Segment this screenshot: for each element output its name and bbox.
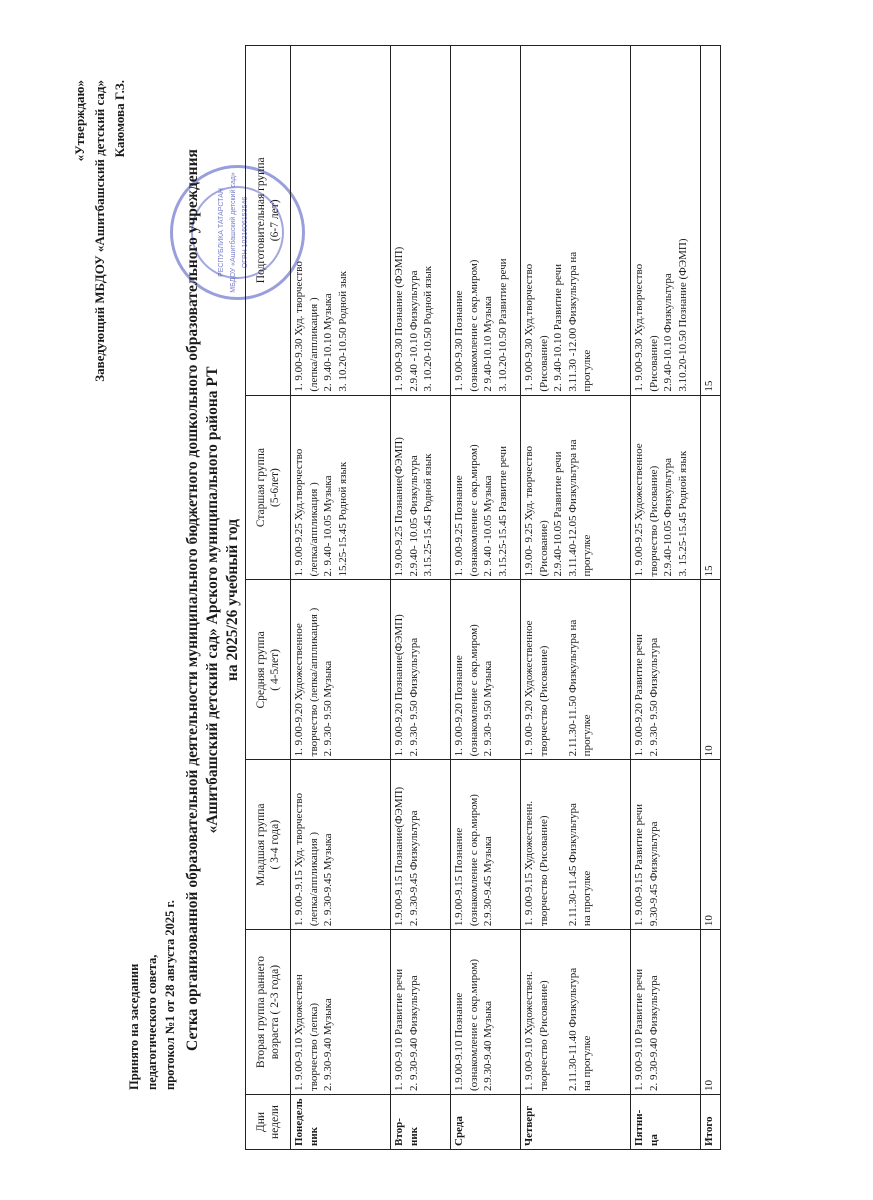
day-label: Среда <box>453 1116 465 1146</box>
schedule-line: (лепка/аппликация ) <box>307 297 320 392</box>
title-line: на 2025/26 учебный год <box>224 519 241 681</box>
acceptance-line: протокол №1 от 28 августа 2025 г. <box>163 900 177 1090</box>
schedule-cell <box>521 46 631 396</box>
day-label: Итого <box>703 1116 715 1146</box>
schedule-line: творчество (Рисование) <box>537 645 550 757</box>
schedule-line: 1. 9.00-9.10 Развитие речи <box>633 968 645 1092</box>
schedule-cell <box>701 930 721 1095</box>
schedule-cell <box>701 760 721 930</box>
schedule-line: 2. 9.30- 9.50 Музыка <box>322 660 334 757</box>
acceptance-note <box>125 900 179 1090</box>
day-label: ник <box>307 1126 320 1146</box>
table-row <box>631 46 701 1150</box>
schedule-cell <box>521 580 631 760</box>
title-line: «Ашитбашский детский сад» Арского муниципального района РТ <box>204 366 221 834</box>
schedule-line: 1. 9.00-9.10 Художествен. <box>523 971 535 1092</box>
schedule-line: (лепка/аппликация ) <box>307 831 320 927</box>
schedule-line: 1. 9.00-9.30 Познание <box>453 290 465 392</box>
header-line: (5-6лет) <box>269 468 281 507</box>
schedule-line: 2.9.30-9.40 Музыка <box>482 1001 494 1092</box>
schedule-line: 1. 9.00-9.20 Познание(ФЭМП) <box>393 614 405 757</box>
schedule-line: 1. 9.00-9.15 Художественн. <box>523 800 535 927</box>
schedule-line: 2. 9.30-9.40 Физкультура <box>647 975 660 1092</box>
schedule-cell <box>291 580 391 760</box>
acceptance-line: Принято на заседании <box>127 963 141 1090</box>
day-label: ца <box>647 1134 660 1146</box>
schedule-line: 1. 9.00-9.25 Познание <box>453 475 465 577</box>
stamp-text: МБДОУ «Ашитбашский детский сад» <box>230 172 237 293</box>
schedule-line: (ознакомление с окр.миром) <box>467 259 480 392</box>
schedule-cell <box>701 395 721 580</box>
table-row <box>521 46 631 1150</box>
schedule-line: на прогулке <box>581 1035 593 1092</box>
schedule-cell <box>521 930 631 1095</box>
header-row <box>246 46 291 1150</box>
schedule-line: 1. 9.00-9.10 Развитие речи <box>393 968 405 1092</box>
schedule-line: 1. 9.00-9.20 Познание <box>453 655 465 757</box>
schedule-cell <box>451 395 521 580</box>
schedule-cell <box>631 46 701 396</box>
header-line: ( 4-5лет) <box>269 649 281 691</box>
schedule-line: 10 <box>703 1080 715 1092</box>
schedule-line: 2. 9.40-10.10 Развитие речи <box>552 263 564 392</box>
schedule-line: 2.9.40-10.05 Физкультура <box>662 458 674 577</box>
table-row <box>451 46 521 1150</box>
header-line: Средняя группа <box>254 631 267 709</box>
acceptance-line: педагогического совета, <box>145 954 159 1090</box>
schedule-line: 1. 9.00-9.25 Художественное <box>633 443 645 577</box>
schedule-cell <box>291 46 391 396</box>
document-title <box>183 0 243 1200</box>
schedule-line: 3.15.25-15.45 Развитие речи <box>496 446 509 577</box>
schedule-line: 3.11.40-12.05 Физкультура на <box>566 439 579 577</box>
day-label: Пятни- <box>633 1109 645 1146</box>
schedule-line: 2. 9.30- 9.50 Музыка <box>482 660 494 757</box>
schedule-line: 2. 9.30- 9.50 Физкультура <box>407 637 420 757</box>
schedule-cell <box>701 580 721 760</box>
schedule-line: 3.10.20-10.50 Познание (ФЭМП) <box>676 238 689 392</box>
day-cell <box>521 1095 631 1150</box>
column-header <box>246 580 291 760</box>
schedule-cell <box>451 760 521 930</box>
schedule-line: творчество (лепка) <box>307 1002 320 1092</box>
header-line: Вторая группа раннего <box>254 956 267 1069</box>
schedule-cell <box>451 46 521 396</box>
day-cell <box>451 1095 521 1150</box>
schedule-line: 2.9.40-10.10 Физкультура <box>662 273 674 392</box>
header-line: Подготовительная группа <box>254 157 267 284</box>
schedule-line: 3.15.25-15.45 Родной язык <box>422 453 434 577</box>
schedule-cell <box>521 760 631 930</box>
schedule-line: 2. 9.30-9.40 Физкультура <box>407 975 420 1092</box>
schedule-line: прогулке <box>581 534 593 577</box>
schedule-line: 1.9.00-9.25 Познание(ФЭМП) <box>393 437 405 577</box>
approval-line: «Утверждаю» <box>72 80 87 162</box>
schedule-line: 2. 9.40- 10.05 Музыка <box>322 475 334 577</box>
schedule-line: 10 <box>703 915 715 927</box>
header-line: Дни <box>254 1111 267 1133</box>
schedule-line: (лепка/аппликация ) <box>307 482 320 577</box>
schedule-line: прогулке <box>581 349 593 392</box>
schedule-line: (ознакомление с окр.миром) <box>467 444 480 577</box>
schedule-cell <box>391 395 451 580</box>
schedule-cell <box>391 46 451 396</box>
approval-line: Заведующий МБДОУ «Ашитбашский детский сад» <box>92 80 107 382</box>
day-label: Четверг <box>523 1105 535 1146</box>
schedule-line: 2.9.40 -10.10 Физкультура <box>407 270 420 392</box>
schedule-cell <box>391 580 451 760</box>
schedule-table <box>245 45 721 1150</box>
schedule-cell <box>291 395 391 580</box>
day-cell <box>701 1095 721 1150</box>
schedule-line: 9.30-9.45 Физкультура <box>647 821 660 927</box>
schedule-line: 1. 9.00-9.30 Познание (ФЭМП) <box>393 246 405 392</box>
table-row <box>701 46 721 1150</box>
schedule-line: 1. 9.00-9.20 Художественное <box>293 623 305 757</box>
schedule-line: творчество (Рисование) <box>537 815 550 927</box>
schedule-line: 1. 9.00-9.15 Развитие речи <box>633 803 645 927</box>
schedule-line: (Рисование) <box>537 520 550 577</box>
approval-block <box>70 80 130 382</box>
schedule-line: 15 <box>703 380 715 392</box>
schedule-cell <box>291 760 391 930</box>
stamp-text: ОГРН 1021606153546 <box>242 196 249 269</box>
schedule-line: 15.25-15.45 Родной язык <box>336 461 349 577</box>
schedule-line: (ознакомление с окр.миром) <box>467 794 480 927</box>
schedule-line: 2. 9.30-9.45 Физкультура <box>407 810 420 927</box>
schedule-cell <box>631 395 701 580</box>
schedule-line: 1. 9.00-9.30 Худ.творчество <box>633 263 645 392</box>
schedule-line: 10 <box>703 745 715 757</box>
schedule-line: творчество (Рисование) <box>537 980 550 1092</box>
schedule-line: 2. 9.30- 9.50 Физкультура <box>647 637 660 757</box>
schedule-line: 3.11.30 -12.00 Физкультура на <box>566 251 579 392</box>
schedule-cell <box>631 760 701 930</box>
table-row <box>391 46 451 1150</box>
header-line: возраста ( 2-3 года) <box>269 964 281 1060</box>
header-line: недели <box>269 1105 281 1139</box>
schedule-cell <box>631 580 701 760</box>
schedule-line: 2 9.40-10.10 Музыка <box>482 296 494 392</box>
header-line: Младшая группа <box>254 803 267 887</box>
header-line: Старшая группа <box>254 447 267 528</box>
day-cell <box>631 1095 701 1150</box>
schedule-cell <box>391 760 451 930</box>
schedule-line: 2.11.30-11.50 Физкультура на <box>566 619 579 757</box>
day-label: Понедель <box>293 1098 305 1146</box>
schedule-line: 2.9.40-10.05 Развитие речи <box>552 451 564 577</box>
schedule-line: 3. 10.20-10.50 Родной зык <box>336 270 349 392</box>
schedule-line: 15 <box>703 565 715 577</box>
schedule-line: прогулке <box>581 714 593 757</box>
column-header <box>246 1095 291 1150</box>
schedule-line: 1. 9.00- 9.20 Художественное <box>523 620 535 757</box>
schedule-line: 2.9.40- 10.05 Физкультура <box>407 455 420 577</box>
day-cell <box>391 1095 451 1150</box>
column-header <box>246 46 291 396</box>
column-header <box>246 930 291 1095</box>
schedule-line: 1. 9.00-9.30 Худ.творчество <box>523 263 535 392</box>
schedule-line: 2. 9.40 -10.05 Музыка <box>482 475 494 577</box>
schedule-line <box>551 583 566 756</box>
schedule-line: 2. 9.30-9.40 Музыка <box>322 998 334 1092</box>
title-line: Сетка организованной образовательной деятельности муниципального бюджетного дошкольного образовательного учреждения <box>184 149 201 1051</box>
schedule-line: (Рисование) <box>537 335 550 392</box>
stamp-text: РЕСПУБЛИКА ТАТАРСТАН <box>218 188 225 277</box>
table-row <box>291 46 391 1150</box>
schedule-line: творчество (лепка/аппликация ) <box>307 607 320 757</box>
header-line: (6-7 лет) <box>269 199 281 242</box>
column-header <box>246 395 291 580</box>
schedule-line: 3. 15.25-15.45 Родной язык <box>676 450 689 577</box>
schedule-line: (Рисование) <box>647 335 660 392</box>
schedule-cell <box>451 930 521 1095</box>
schedule-line <box>551 763 566 926</box>
schedule-cell <box>291 930 391 1095</box>
day-label: ник <box>407 1126 420 1146</box>
schedule-cell <box>701 46 721 396</box>
schedule-line: (ознакомление с окр.миром) <box>467 624 480 757</box>
schedule-line <box>551 933 566 1091</box>
schedule-line: (ознакомление с окр.миром) <box>467 958 480 1092</box>
schedule-cell <box>521 395 631 580</box>
schedule-line: 1. 9.00-9.10 Художествен <box>293 974 305 1092</box>
schedule-line: 1.9.00-9.10 Познание <box>453 992 465 1092</box>
schedule-cell <box>631 930 701 1095</box>
schedule-line: 3. 10.20-10.50 Развитие речи <box>496 258 509 392</box>
column-header <box>246 760 291 930</box>
schedule-line: 2. 9.30-9.45 Музыка <box>322 833 334 927</box>
schedule-line: 2.11.30-11.45 Физкультура <box>566 803 579 927</box>
schedule-line: 2. 9.40-10.10 Музыка <box>322 293 334 392</box>
day-cell <box>291 1095 391 1150</box>
schedule-cell <box>451 580 521 760</box>
schedule-line: 2.9.30-9.45 Музыка <box>482 836 494 927</box>
schedule-line: на прогулке <box>581 870 593 927</box>
schedule-line: 1. 9.00-9.20 Развитие речи <box>633 634 645 757</box>
schedule-cell <box>391 930 451 1095</box>
schedule-line: 1.9.00-9.15 Познание(ФЭМП) <box>393 786 405 927</box>
day-label: Втор- <box>393 1118 405 1146</box>
header-line: ( 3-4 года) <box>269 819 281 870</box>
schedule-line: 1.9.00- 9.25 Худ. творчество <box>523 446 535 577</box>
schedule-line: 1. 9.00-.9.15 Худ. творчество <box>293 792 305 927</box>
approval-line: Каюмова Г.З. <box>112 80 127 158</box>
schedule-line: 1. 9.00-9.30 Худ. творчество <box>293 261 305 392</box>
schedule-line: 3. 10.20-10.50 Родной язык <box>422 265 434 392</box>
schedule-line: 1.9.00-9.15 Познание <box>453 827 465 927</box>
schedule-line: 1. 9.00-9.25 Худ.творчество <box>293 448 305 577</box>
schedule-line: 2.11.30-11.40 Физкультура <box>566 967 579 1092</box>
schedule-line: творчество (Рисование) <box>647 465 660 577</box>
